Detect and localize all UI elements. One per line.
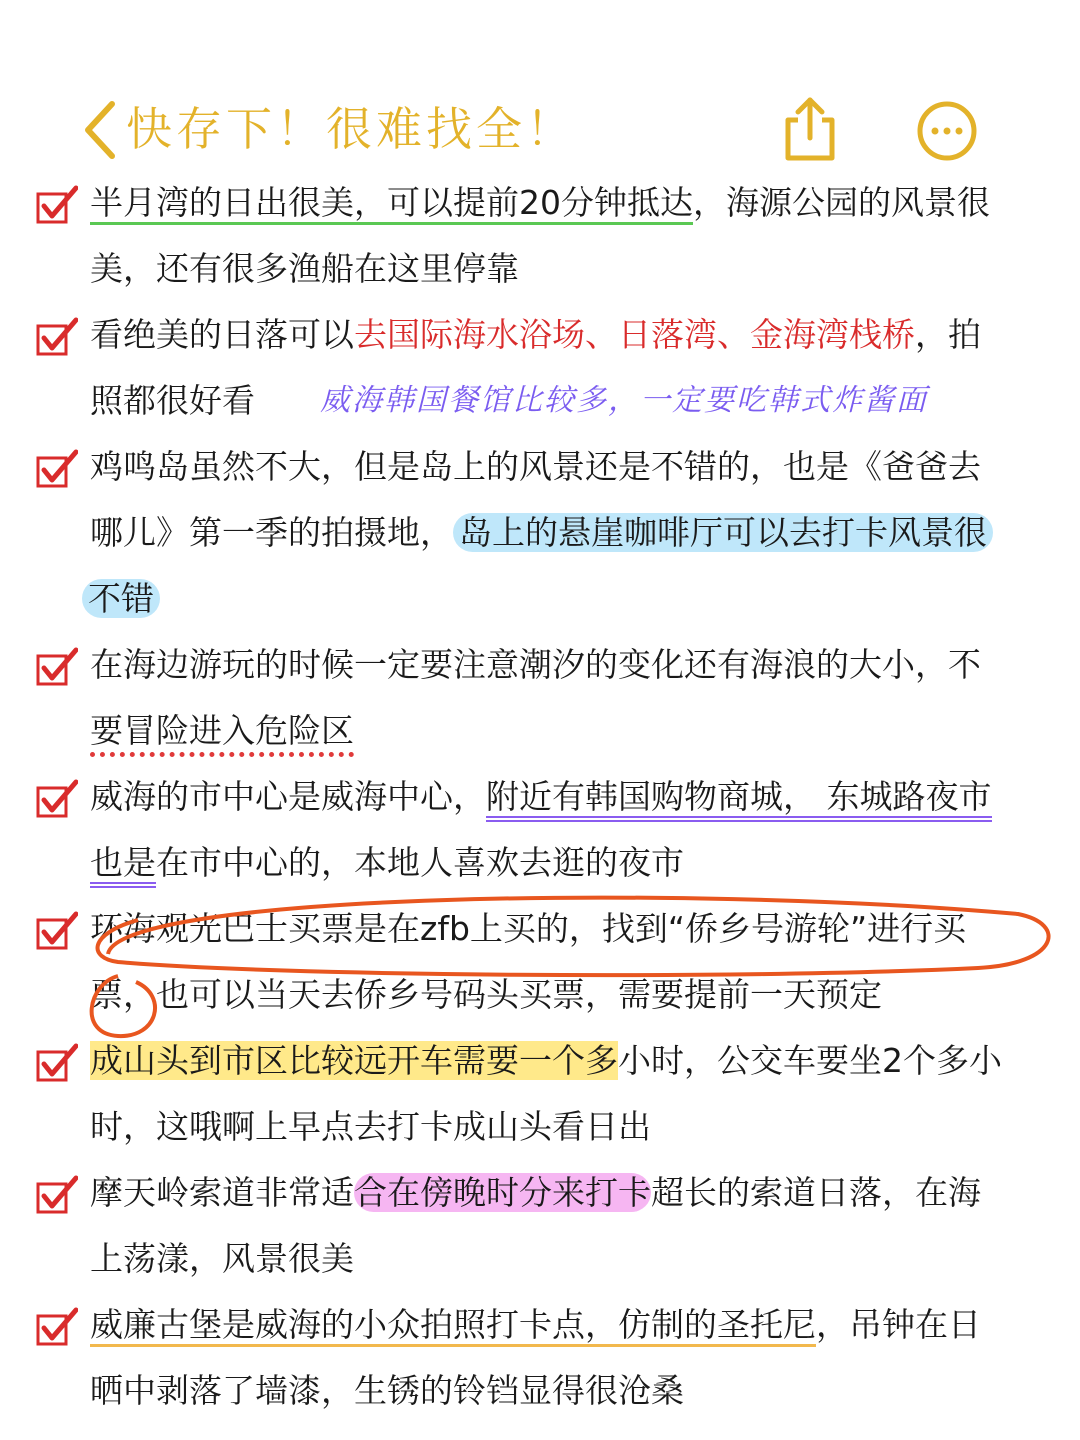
emphasis-text: 要冒险进入危险区 [90,711,354,750]
page-title: 快存下！很难找全！ [126,102,576,156]
text-line: 环海观光巴士买票是在zfb上买的，找到“侨乡号游轮”进行买 [90,909,967,948]
item-text [90,170,1050,302]
more-circle-icon[interactable] [916,100,978,162]
highlight-text: 也是 [90,843,156,888]
text-line: 时，这哦啊上早点去打卡成山头看日出 [90,1107,651,1146]
checkbox-checked-icon[interactable] [36,778,78,818]
item-text [90,764,1050,896]
text-segment: 在市中心的，本地人喜欢去逛的夜市 [156,843,684,882]
text-segment: 哪儿》第一季的拍摄地， [90,513,453,552]
checkbox-checked-icon[interactable] [36,910,78,950]
item-text [90,896,1050,1028]
red-text: 去国际海水浴场、日落湾、金海湾栈桥 [354,315,915,354]
circled-text: 票 [90,975,123,1014]
handwritten-note: 威海韩国餐馆比较多，一定要吃韩式炸酱面 [320,383,928,418]
text-segment: 超长的索道日落，在海 [651,1173,981,1212]
checkbox-checked-icon[interactable] [36,184,78,224]
checkbox-checked-icon[interactable] [36,316,78,356]
text-segment: 小时，公交车要坐2个多小 [618,1041,1002,1080]
checkbox-checked-icon[interactable] [36,448,78,488]
highlight-text: 威廉古堡是威海的小众拍照打卡点，仿制的圣托尼 [90,1305,816,1347]
highlight-text: 岛上的悬崖咖啡厅可以去打卡风景很 [453,513,993,552]
header [0,90,1080,170]
text-line: 照都很好看 [90,381,255,420]
text-line: 上荡漾，风景很美 [90,1239,354,1278]
highlight-text: 附近有韩国购物商城， 东城路夜市 [486,777,992,822]
text-segment: 摩天岭索道非常适 [90,1173,354,1212]
item-text [90,1160,1050,1292]
item-text [90,434,1050,632]
chevron-left-icon[interactable] [78,98,122,162]
item-text [90,632,1050,764]
item-text [90,1292,1050,1424]
text-segment: ，也可以当天去侨乡号码头买票，需要提前一天预定 [123,975,882,1014]
checkbox-checked-icon[interactable] [36,1042,78,1082]
text-segment: 看绝美的日落可以 [90,315,354,354]
item-text [90,302,1050,434]
checkbox-checked-icon[interactable] [36,646,78,686]
share-icon[interactable] [782,96,838,162]
highlight-text: 合在傍晚时分来打卡 [354,1173,651,1212]
highlight-text: 半月湾的日出很美，可以提前20分钟抵达 [90,183,693,225]
highlight-text: 成山头到市区比较远开车需要一个多 [90,1041,618,1080]
text-line: 美，还有很多渔船在这里停靠 [90,249,519,288]
checkbox-checked-icon[interactable] [36,1306,78,1346]
text-segment: ，海源公园的风景很 [693,183,990,222]
text-line: 鸡鸣岛虽然不大，但是岛上的风景还是不错的，也是《爸爸去 [90,447,981,486]
text-segment: ，吊钟在日 [816,1305,981,1344]
item-text [90,1028,1050,1160]
text-segment: ，拍 [915,315,981,354]
text-segment: 威海的市中心是威海中心， [90,777,486,816]
text-line: 晒中剥落了墙漆，生锈的铃铛显得很沧桑 [90,1371,684,1410]
checkbox-checked-icon[interactable] [36,1174,78,1214]
text-line: 在海边游玩的时候一定要注意潮汐的变化还有海浪的大小，不 [90,645,981,684]
highlight-text: 不错 [82,579,160,618]
